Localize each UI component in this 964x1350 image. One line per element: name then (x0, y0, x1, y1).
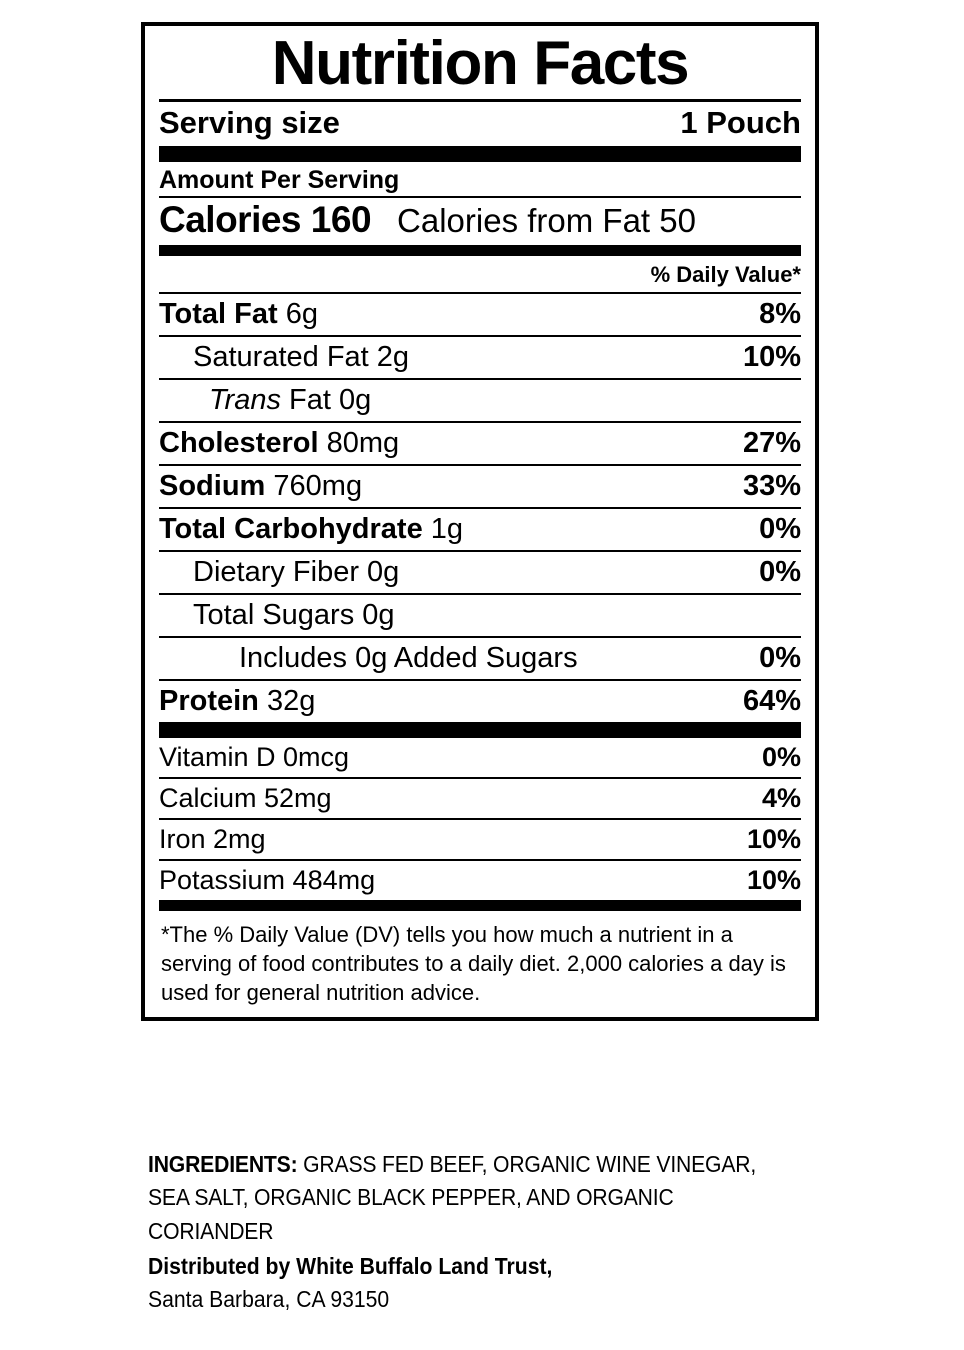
nutrient-dv: 27% (742, 427, 801, 460)
vitamin-dv: 4% (761, 783, 801, 814)
nutrient-row-dietary-fiber (159, 552, 801, 593)
divider-serving (159, 146, 801, 162)
divider-protein (159, 722, 801, 738)
ingredients-heading: INGREDIENTS: (148, 1151, 298, 1177)
nutrient-row-cholesterol (159, 423, 801, 464)
panel-title: Nutrition Facts (271, 29, 689, 98)
daily-value-footnote: *The % Daily Value (DV) tells you how much a nutrient in a serving of food contributes to a daily diet. 2,000 calories a day is used for general nutrition advice. (161, 922, 786, 1006)
vitamin-row-iron (159, 820, 801, 859)
vitamin-name: Potassium 484mg (159, 865, 376, 896)
nutrient-dv: 33% (742, 470, 801, 503)
nutrition-facts-panel (141, 22, 819, 1021)
nutrient-dv: 10% (742, 341, 801, 374)
nutrient-row-added-sugars (159, 638, 801, 679)
serving-size-value: 1 Pouch (680, 105, 801, 141)
nutrient-row-saturated-fat (159, 337, 801, 378)
nutrient-name: Protein 32g (159, 685, 316, 718)
nutrient-name: Includes 0g Added Sugars (239, 642, 578, 675)
nutrient-name: Total Carbohydrate 1g (159, 513, 464, 546)
vitamin-name: Iron 2mg (159, 824, 266, 855)
nutrient-dv: 0% (759, 556, 801, 589)
nutrient-row-protein (159, 681, 801, 722)
amount-per-serving-label: Amount Per Serving (159, 166, 400, 195)
vitamin-dv: 10% (746, 865, 801, 896)
nutrient-name: Total Fat 6g (159, 298, 319, 331)
nutrient-name: Trans Fat 0g (209, 384, 372, 417)
daily-value-header: % Daily Value* (650, 262, 801, 288)
nutrient-name: Sodium 760mg (159, 470, 363, 503)
distributor-line-2: Santa Barbara, CA 93150 (148, 1286, 390, 1313)
nutrient-dv: 64% (742, 685, 801, 718)
divider-vitamins (159, 900, 801, 911)
nutrient-row-total-fat (159, 294, 801, 335)
vitamin-row-potassium (159, 861, 801, 900)
nutrient-row-total-carbohydrate (159, 509, 801, 550)
calories-from-fat-label: Calories from Fat 50 (397, 202, 696, 240)
nutrient-name: Saturated Fat 2g (193, 341, 410, 374)
vitamin-name: Vitamin D 0mcg (159, 742, 350, 773)
nutrient-dv: 0% (759, 513, 801, 546)
serving-size-label: Serving size (159, 105, 340, 141)
nutrient-name: Cholesterol 80mg (159, 427, 400, 460)
calories-row (159, 198, 801, 245)
nutrient-dv: 8% (759, 298, 801, 331)
nutrient-row-sodium (159, 466, 801, 507)
vitamin-name: Calcium 52mg (159, 783, 332, 814)
vitamin-row-calcium (159, 779, 801, 818)
vitamin-dv: 10% (746, 824, 801, 855)
distributor-line-1: Distributed by White Buffalo Land Trust, (148, 1253, 553, 1279)
vitamin-row-vitamin-d (159, 738, 801, 777)
divider-calories (159, 245, 801, 256)
nutrient-row-total-sugars (159, 595, 801, 636)
ingredients-text: GRASS FED BEEF, ORGANIC WINE VINEGAR, SEA SALT, ORGANIC BLACK PEPPER, AND ORGANIC CORIANDER (148, 1151, 757, 1244)
distributor-block (148, 1250, 783, 1317)
calories-label: Calories 160 (159, 199, 372, 241)
ingredients-statement (148, 1148, 783, 1248)
nutrient-dv: 0% (759, 642, 801, 675)
nutrient-row-trans-fat (159, 380, 801, 421)
vitamin-dv: 0% (761, 742, 801, 773)
nutrient-name: Total Sugars 0g (193, 599, 395, 632)
nutrient-name: Dietary Fiber 0g (193, 556, 400, 589)
serving-size-row (159, 102, 801, 146)
